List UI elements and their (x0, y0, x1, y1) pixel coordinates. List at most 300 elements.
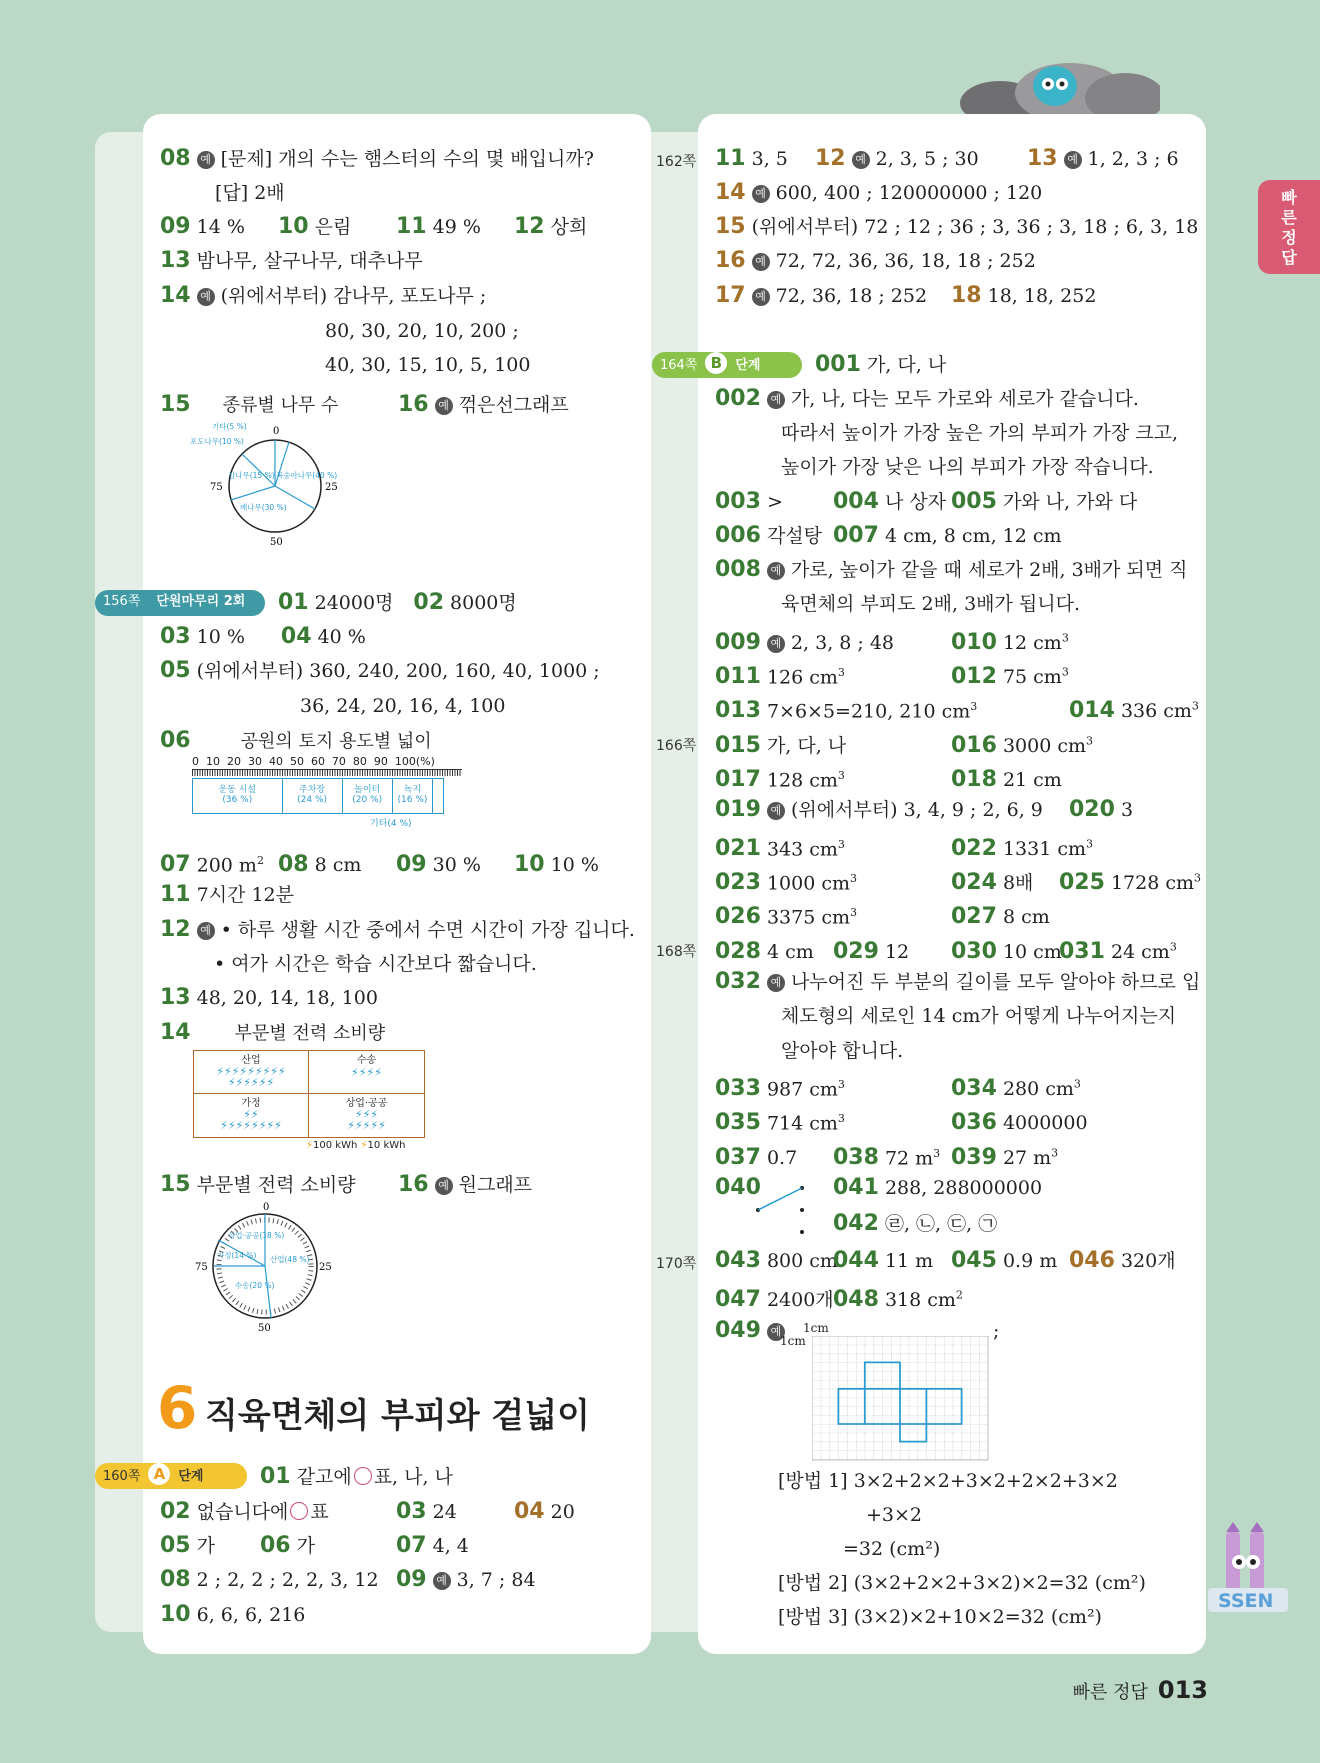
example-badge: 예 (197, 151, 215, 169)
answer-b035-036: 035 714 $cm^3$ 036 4000000 (715, 1110, 1088, 1136)
page-ref: 160쪽 (103, 1469, 141, 1484)
answer-b011-012: 011 126 $cm^3$ 012 75 $cm^3$ (715, 664, 1069, 690)
q-number: 10 (278, 214, 309, 239)
section-156-tag[interactable] (95, 590, 265, 616)
answer-b013-014: 013 7×6×5=210, 210 $cm^3$ 014 336 $cm^3$ (715, 698, 1199, 724)
page-ref-170: 170쪽 (656, 1256, 697, 1272)
q-number: 046 (1069, 1248, 1115, 1273)
example-badge: 예 (435, 397, 453, 415)
answer-row-09-12 (160, 214, 587, 240)
pie-label-persimmon: 감나무(15 %) (228, 471, 275, 480)
q-number: 024 (951, 870, 997, 896)
answer-b033-034: 033 987 $cm^3$ 034 280 $cm^3$ (715, 1076, 1081, 1102)
answer-b015-016: 015 가, 다, 나 016 3000 $cm^3$ (715, 733, 1093, 759)
answer-b002-line2: 따라서 높이가 가장 높은 가의 부피가 가장 크고, (781, 422, 1179, 444)
q-number: 037 (715, 1145, 761, 1171)
answer-text: 1331 cm (1002, 838, 1086, 861)
q-number: 008 (715, 557, 761, 582)
band-scale: 0 10 20 30 40 50 60 70 80 90 100(%) (192, 755, 435, 768)
section-164-tag[interactable] (652, 352, 802, 378)
q-number: 025 (1059, 870, 1105, 896)
answer-14 (160, 283, 486, 309)
answer-text: 0.7 (766, 1147, 798, 1170)
q-number: 003 (715, 489, 761, 514)
answer-b003-005 (715, 489, 1137, 515)
q-number: 11 (715, 146, 746, 171)
answer-14-line3: 40, 30, 15, 10, 5, 100 (325, 354, 531, 376)
answer-r17-18 (715, 283, 1096, 309)
example-badge: 예 (767, 802, 785, 820)
power-pictograph (193, 1050, 425, 1138)
example-badge: 예 (197, 922, 215, 940)
answer-text: 714 cm (766, 1112, 838, 1135)
example-badge: 예 (767, 391, 785, 409)
q-number: 042 (833, 1211, 879, 1236)
q-number: 13 (160, 248, 191, 273)
answer-text: 72 m (884, 1147, 934, 1170)
side-tab-label: 빠른정답 (1281, 188, 1297, 267)
answer-m13 (160, 985, 378, 1011)
pie-label-commerce: 상업·공공(18 %) (228, 1231, 285, 1240)
pie-label-peach: 복숭아나무(40 %) (276, 471, 338, 480)
q-number: 001 (815, 352, 861, 377)
answer-b026-027: 026 3375 $cm^3$ 027 8 cm (715, 904, 1050, 930)
answer-14-line2: 80, 30, 20, 10, 200 ; (325, 320, 519, 342)
answer-b042 (833, 1211, 997, 1237)
q-number: 08 (278, 852, 309, 878)
q-number: 03 (396, 1499, 427, 1524)
answer-b028-031: 028 4 cm 029 12 030 10 cm031 24 $cm^3$ (715, 939, 1177, 965)
answer-text: > (766, 491, 783, 513)
chapter-title: 직육면체의 부피와 겉넓이 (205, 1396, 590, 1436)
answer-text: 가와 나, 가와 다 (1002, 491, 1138, 513)
pie-tick-75: 75 (210, 482, 223, 493)
answer-text: 8 cm (314, 854, 362, 877)
example-badge: 예 (852, 151, 870, 169)
answer-text: 11 m (884, 1250, 934, 1272)
page-ref: 164쪽 (660, 358, 698, 373)
pie-tick-50: 50 (258, 1323, 271, 1334)
q-number: 043 (715, 1248, 761, 1273)
answer-text: 가, 다, 나 (866, 354, 947, 376)
band-seg-green: 녹지 (16 %) (393, 779, 433, 813)
band-seg-sports: 운동 시설 (36 %) (193, 779, 283, 813)
q-number: 029 (833, 939, 879, 965)
answer-text: ㉣, ㉡, ㉢, ㉠ (884, 1213, 998, 1235)
q-number: 16 (715, 248, 746, 273)
page-ref: 156쪽 (103, 594, 141, 609)
answer-text: 0.9 m (1002, 1250, 1058, 1272)
answer-text: 1, 2, 3 ; 6 (1087, 148, 1179, 170)
answer-text: 4 cm, 8 cm, 12 cm (884, 525, 1062, 547)
answer-text: 24 (432, 1501, 457, 1523)
answer-text: 27 m (1002, 1147, 1052, 1170)
answer-text: 없습니다에 (196, 1501, 289, 1523)
q-number: 02 (413, 590, 445, 615)
answer-text: 나 상자 (884, 491, 947, 513)
q-number: 027 (951, 904, 997, 930)
pict-cell-home: 가정 ⚡⚡ ⚡⚡⚡⚡⚡⚡⚡⚡ (194, 1094, 309, 1137)
stage-b-icon: B (705, 352, 727, 374)
q-number: 047 (715, 1287, 761, 1313)
answer-text: 밤나무, 살구나무, 대추나무 (196, 250, 423, 272)
q-number: 028 (715, 939, 761, 965)
grid-unit-top: 1cm (803, 1321, 829, 1335)
q-number: 014 (1069, 698, 1115, 724)
page-number: 013 (1157, 1676, 1208, 1704)
answer-text: 가로, 높이가 같을 때 세로가 2배, 3배가 되면 직 (790, 559, 1188, 581)
q-number: 016 (951, 733, 997, 759)
q-number: 010 (951, 630, 997, 656)
q-number: 01 (278, 590, 309, 615)
answer-text: 원그래프 (458, 1174, 533, 1196)
q-number: 039 (951, 1145, 997, 1171)
q-number: 10 (514, 852, 545, 878)
answer-text: 288, 288000000 (884, 1177, 1043, 1199)
answer-r11-13 (715, 146, 1179, 172)
answer-m05-line2: 36, 24, 20, 16, 4, 100 (300, 695, 506, 717)
q-number: 011 (715, 664, 761, 690)
pie-label-transport: 수송(20 %) (235, 1281, 275, 1290)
chapter-number: 6 (157, 1374, 198, 1442)
example-badge: 예 (767, 974, 785, 992)
answer-text: 10 cm (1002, 941, 1062, 964)
example-badge: 예 (752, 288, 770, 306)
answer-text: • 하루 생활 시간 중에서 수면 시간이 가장 깁니다. (220, 919, 635, 941)
q-number: 15 (160, 392, 191, 417)
q-number: 06 (260, 1533, 291, 1558)
pictograph-legend: ⚡100 kWh ⚡10 kWh (306, 1140, 406, 1151)
pie-label-etc: 기타(5 %) (212, 422, 247, 431)
q-number: 02 (160, 1499, 191, 1524)
q-number: 04 (280, 624, 312, 649)
q-number: 049 (715, 1318, 761, 1343)
answer-text: 각설탕 (766, 525, 822, 547)
example-badge: 예 (752, 185, 770, 203)
section-label: 단계 (735, 358, 761, 373)
answer-text: 꺾은선그래프 (458, 394, 569, 416)
q-number: 15 (715, 214, 746, 239)
answer-text: 126 cm (766, 666, 838, 689)
answer-r15 (715, 214, 1198, 240)
grid-unit-left: 1cm (780, 1334, 806, 1348)
power-pie-chart (190, 1200, 350, 1340)
answer-m05 (160, 658, 600, 684)
page-ref-168: 168쪽 (656, 944, 697, 960)
q-number: 05 (160, 1533, 191, 1558)
answer-text: 2, 3, 8 ; 48 (790, 632, 895, 655)
answer-b047-048: 047 2400개048 318 $cm^2$ (715, 1287, 963, 1313)
answer-m12 (160, 917, 635, 943)
q-number: 06 (160, 728, 191, 753)
example-badge: 예 (197, 288, 215, 306)
pie-label-grape: 포도나무(10 %) (190, 437, 244, 446)
q-number: 033 (715, 1076, 761, 1102)
answer-text: 2, 3, 5 ; 30 (875, 148, 979, 170)
answer-m16 (398, 1172, 532, 1198)
answer-text: 2400개 (766, 1289, 834, 1312)
section-160-tag[interactable] (95, 1463, 247, 1489)
answer-c05-07 (160, 1533, 469, 1559)
answer-text: 8 cm (1002, 906, 1050, 929)
section-label: 단계 (178, 1469, 204, 1484)
q-number: 036 (951, 1110, 997, 1136)
example-badge: 예 (767, 562, 785, 580)
answer-m14 (160, 1020, 385, 1047)
chart-title: 종류별 나무 수 (222, 395, 339, 416)
q-number: 006 (715, 523, 761, 548)
q-number: 032 (715, 969, 761, 994)
answer-text: 24 cm (1110, 941, 1170, 964)
chart-title: 부문별 전력 소비량 (234, 1023, 386, 1044)
answer-text: 같고에 (296, 1466, 352, 1488)
answer-16 (398, 392, 569, 418)
example-badge: 예 (767, 1323, 785, 1341)
answer-text: 30 % (432, 854, 481, 877)
band-seg-parking: 주차장 (24 %) (283, 779, 343, 813)
pict-cell-commerce: 상업·공공 ⚡⚡⚡ ⚡⚡⚡⚡⚡ (345, 1098, 388, 1132)
answer-b032 (715, 969, 1200, 995)
q-number: 031 (1059, 939, 1105, 965)
answer-08-line2: [답] 2배 (215, 182, 285, 204)
q-number: 10 (160, 1602, 191, 1627)
answer-b043-046 (715, 1248, 1176, 1274)
method-3: [방법 3] (3×2)×2+10×2=32 (cm²) (778, 1606, 1102, 1628)
q-number: 16 (398, 1172, 429, 1197)
q-number: 12 (160, 917, 191, 942)
answer-text: 14 % (196, 216, 245, 238)
q-number: 004 (833, 489, 879, 514)
answer-text: (위에서부터) 360, 240, 200, 160, 40, 1000 ; (196, 660, 600, 682)
answer-text: 상희 (550, 216, 588, 238)
answer-b032-line3: 알아야 합니다. (781, 1040, 904, 1062)
q-number: 18 (951, 283, 982, 308)
answer-text: 부문별 전력 소비량 (196, 1174, 356, 1196)
answer-r14 (715, 180, 1042, 206)
answer-text: 10 % (196, 626, 245, 648)
pie-tick-0: 0 (263, 1202, 270, 1213)
q-number: 026 (715, 904, 761, 930)
answer-text: 1000 cm (766, 872, 850, 895)
circle-mark-icon (354, 1467, 372, 1485)
answer-b002-line3: 높이가 가장 낮은 나의 부피가 가장 작습니다. (781, 456, 1154, 478)
answer-text: 나누어진 두 부분의 길이를 모두 알아야 하므로 입 (790, 971, 1201, 993)
answer-text: 가, 다, 나 (766, 735, 847, 758)
tree-pie-chart (190, 420, 360, 550)
q-number: 041 (833, 1175, 879, 1200)
chart-title: 공원의 토지 용도별 넓이 (240, 731, 432, 752)
answer-b017-018: 017 128 $cm^3$ 018 21 cm (715, 767, 1062, 793)
answer-text: 3, 5 (751, 148, 788, 170)
b049-semicolon: ; (993, 1320, 1000, 1342)
answer-c10 (160, 1602, 305, 1628)
answer-text: 10 % (550, 854, 599, 877)
answer-c02-04 (160, 1499, 575, 1525)
q-number: 018 (951, 767, 997, 793)
page-footer (1073, 1676, 1208, 1704)
q-number: 14 (715, 180, 746, 205)
answer-text: 7×6×5=210, 210 cm (766, 700, 971, 723)
example-badge: 예 (1064, 151, 1082, 169)
side-tab-quick-answers[interactable] (1258, 180, 1320, 274)
answer-b037-039: 037 0.7 038 72 $m^3$ 039 27 $m^3$ (715, 1145, 1059, 1171)
answer-text: 318 cm (884, 1289, 956, 1312)
answer-text: 4, 4 (432, 1535, 469, 1557)
answer-text: 40 % (317, 626, 366, 648)
q-number: 022 (951, 836, 997, 862)
q-number: 002 (715, 386, 761, 411)
answer-m01-02 (278, 590, 517, 616)
q-number: 14 (160, 1020, 191, 1045)
q-number: 04 (514, 1499, 545, 1524)
answer-m11 (160, 882, 294, 908)
answer-text: 8배 (1002, 872, 1034, 895)
answer-text: 24000명 (314, 592, 394, 614)
answer-text: 20 (550, 1501, 575, 1523)
page-ref-166: 166쪽 (656, 738, 697, 754)
q-number: 07 (396, 1533, 427, 1558)
q-number: 035 (715, 1110, 761, 1136)
answer-text: 가 (196, 1535, 215, 1557)
q-number: 045 (951, 1248, 997, 1273)
answer-text: 72, 36, 18 ; 252 (775, 285, 928, 307)
q-number: 09 (160, 214, 191, 239)
pie-tick-50: 50 (270, 537, 283, 548)
q-number: 044 (833, 1248, 879, 1273)
q-number: 040 (715, 1175, 761, 1200)
stage-a-icon: A (148, 1463, 170, 1485)
pie-tick-25: 25 (325, 482, 338, 493)
q-number: 005 (951, 489, 997, 514)
band-label-etc: 기타(4 %) (370, 819, 412, 829)
q-number: 16 (398, 392, 429, 417)
pie-label-industry: 산업(48 %) (270, 1255, 310, 1264)
q-number: 03 (160, 624, 191, 649)
answer-text: 3, 7 ; 84 (456, 1569, 536, 1591)
example-badge: 예 (433, 1572, 451, 1590)
band-seg-playground: 놀이터 (20 %) (343, 779, 393, 813)
answer-b023-025: 023 1000 $cm^3$ 024 8배 025 1728 $cm^3$ (715, 870, 1201, 896)
answer-text: 343 cm (766, 838, 838, 861)
example-badge: 예 (752, 253, 770, 271)
answer-text: 200 m (196, 854, 257, 877)
q-number: 023 (715, 870, 761, 896)
answer-b041 (833, 1175, 1042, 1201)
q-number: 021 (715, 836, 761, 862)
answer-text: 48, 20, 14, 18, 100 (196, 987, 378, 1009)
answer-c01 (260, 1464, 453, 1490)
answer-text: 49 % (432, 216, 481, 238)
answer-text: 12 (884, 941, 910, 964)
answer-text: 280 cm (1002, 1078, 1074, 1101)
answer-text: 은림 (314, 216, 352, 238)
method-2: [방법 2] (3×2+2×2+3×2)×2=32 (cm²) (778, 1572, 1146, 1594)
q-number: 030 (951, 939, 997, 965)
q-number: 12 (815, 146, 846, 171)
q-number: 038 (833, 1145, 879, 1171)
answer-text: (위에서부터) 3, 4, 9 ; 2, 6, 9 (790, 799, 1043, 821)
q-number: 020 (1069, 797, 1115, 822)
answer-text: 128 cm (766, 769, 838, 792)
method-1-line3: =32 (cm²) (843, 1538, 941, 1560)
q-number: 009 (715, 630, 761, 656)
answer-text: 1728 cm (1110, 872, 1194, 895)
answer-text: 표, 나, 나 (373, 1466, 453, 1488)
q-number: 07 (160, 852, 191, 878)
answer-15 (160, 392, 338, 419)
example-badge: 예 (767, 635, 785, 653)
answer-b008 (715, 557, 1188, 583)
method-1: [방법 1] 3×2+2×2+3×2+2×2+3×2 (778, 1470, 1118, 1492)
answer-b002 (715, 386, 1139, 412)
q-number: 08 (160, 146, 191, 171)
q-number: 015 (715, 733, 761, 759)
q-number: 09 (396, 1567, 427, 1592)
answer-b008-line2: 육면체의 부피도 2배, 3배가 됩니다. (781, 593, 1081, 615)
answer-text: 3375 cm (766, 906, 850, 929)
q-number: 012 (951, 664, 997, 690)
answer-text: 가 (296, 1535, 315, 1557)
answer-r16 (715, 248, 1036, 274)
answer-m06 (160, 728, 432, 755)
answer-m15 (160, 1172, 356, 1198)
circle-mark-icon (290, 1502, 308, 1520)
answer-m12-line2: • 여가 시간은 학습 시간보다 짧습니다. (214, 953, 537, 975)
answer-text: 21 cm (1002, 769, 1062, 792)
answer-text: 336 cm (1120, 700, 1192, 723)
pie-tick-75: 75 (195, 1262, 208, 1273)
pie-label-pear: 배나무(30 %) (240, 503, 287, 512)
answer-text: 18, 18, 252 (987, 285, 1097, 307)
answer-text: 3 (1120, 799, 1134, 821)
q-number: 034 (951, 1076, 997, 1102)
q-number: 007 (833, 523, 879, 548)
q-number: 13 (1027, 146, 1058, 171)
answer-text: (위에서부터) 72 ; 12 ; 36 ; 3, 36 ; 3, 18 ; 6, 3, 18 (751, 216, 1199, 238)
q-number: 05 (160, 658, 191, 683)
answer-text: 표 (310, 1501, 329, 1523)
answer-text: 4 cm (766, 941, 814, 964)
answer-b021-022: 021 343 $cm^3$ 022 1331 $cm^3$ (715, 836, 1093, 862)
answer-text: 12 cm (1002, 632, 1062, 655)
answer-b009-010: 009 예 2, 3, 8 ; 48 010 12 $cm^3$ (715, 630, 1069, 656)
q-number: 08 (160, 1567, 191, 1592)
answer-13 (160, 248, 423, 274)
q-number: 11 (160, 882, 191, 907)
answer-b001 (815, 352, 946, 378)
answer-b006-007 (715, 523, 1062, 549)
answer-text: 72, 72, 36, 36, 18, 18 ; 252 (775, 250, 1036, 272)
answer-text: [문제] 개의 수는 햄스터의 수의 몇 배입니까? (220, 148, 594, 170)
q-number: 013 (715, 698, 761, 724)
pict-cell-industry: 산업 ⚡⚡⚡⚡⚡⚡⚡⚡⚡ ⚡⚡⚡⚡⚡⚡ (194, 1051, 309, 1094)
answer-m03-04 (160, 624, 366, 650)
q-number: 019 (715, 797, 761, 822)
answer-b032-line2: 체도형의 세로인 14 cm가 어떻게 나누어지는지 (781, 1005, 1177, 1027)
brand-text: SSEN (1218, 1590, 1274, 1612)
answer-text: (위에서부터) 감나무, 포도나무 ; (220, 285, 487, 307)
q-number: 12 (514, 214, 545, 239)
answer-text: 600, 400 ; 120000000 ; 120 (775, 182, 1043, 204)
pie-label-home: 가정(14 %) (217, 1251, 257, 1260)
q-number: 01 (260, 1464, 291, 1489)
answer-text: 800 cm (766, 1250, 838, 1272)
ssen-mascot-logo (1198, 1520, 1298, 1620)
q-number: 13 (160, 985, 191, 1010)
q-number: 017 (715, 767, 761, 793)
q-number: 15 (160, 1172, 191, 1197)
b040-line-diagram (750, 1180, 810, 1240)
